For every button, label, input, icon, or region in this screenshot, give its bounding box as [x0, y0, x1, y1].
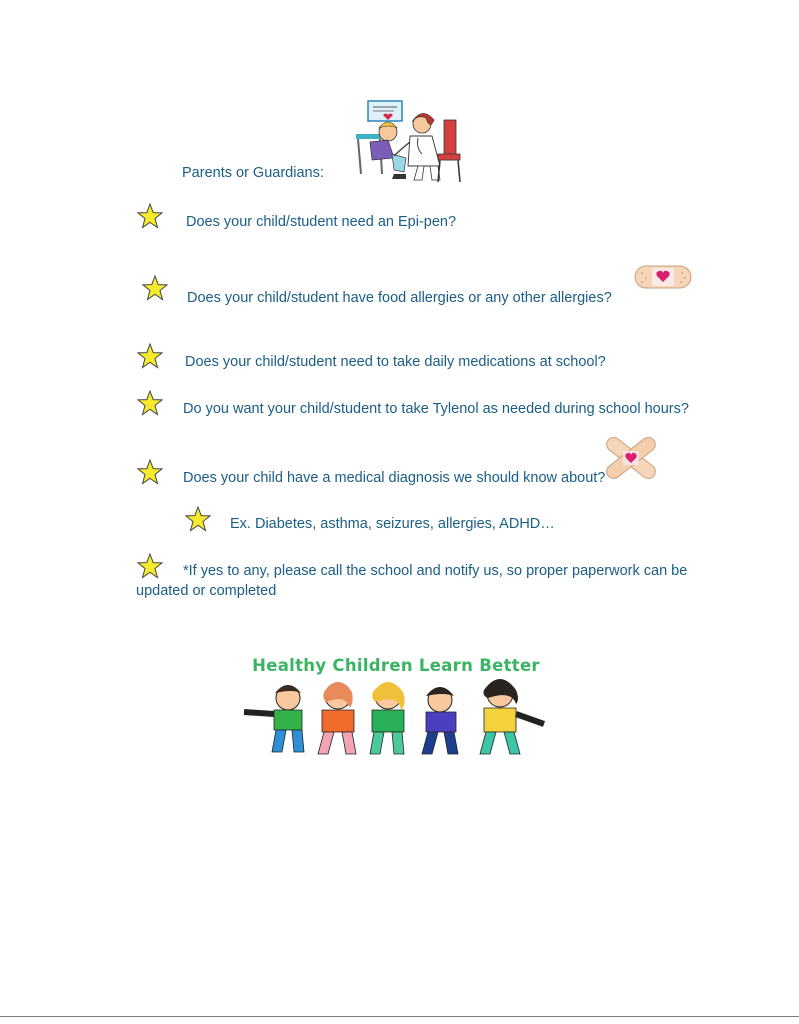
- children-group-illustration: [238, 678, 550, 762]
- question-tylenol: Do you want your child/student to take Tylenol as needed during school hours?: [183, 401, 689, 417]
- question-allergies: Does your child/student have food allergies or any other allergies?: [187, 290, 612, 306]
- heading: Parents or Guardians:: [182, 165, 324, 181]
- nurse-checkup-illustration: [352, 98, 470, 184]
- star-bullet-icon: [137, 553, 163, 579]
- star-bullet-icon: [142, 275, 168, 301]
- note-line-2: updated or completed: [136, 583, 277, 599]
- crossed-bandages-icon: [604, 434, 658, 482]
- star-bullet-icon: [137, 390, 163, 416]
- page-bottom-rule: [0, 1016, 799, 1017]
- question-epipen: Does your child/student need an Epi-pen?: [186, 214, 457, 230]
- note-line-1: *If yes to any, please call the school and notify us, so proper paperwork can be: [183, 563, 688, 579]
- bandage-heart-icon: [634, 264, 694, 292]
- star-bullet-icon: [185, 506, 211, 532]
- star-bullet-icon: [137, 459, 163, 485]
- star-bullet-icon: [137, 343, 163, 369]
- star-bullet-icon: [137, 203, 163, 229]
- question-diagnosis: Does your child have a medical diagnosis we should know about?: [183, 470, 606, 486]
- diagnosis-examples: Ex. Diabetes, asthma, seizures, allergies, ADHD…: [230, 516, 555, 532]
- question-medications: Does your child/student need to take daily medications at school?: [185, 354, 606, 370]
- banner-title: Healthy Children Learn Better: [252, 656, 540, 675]
